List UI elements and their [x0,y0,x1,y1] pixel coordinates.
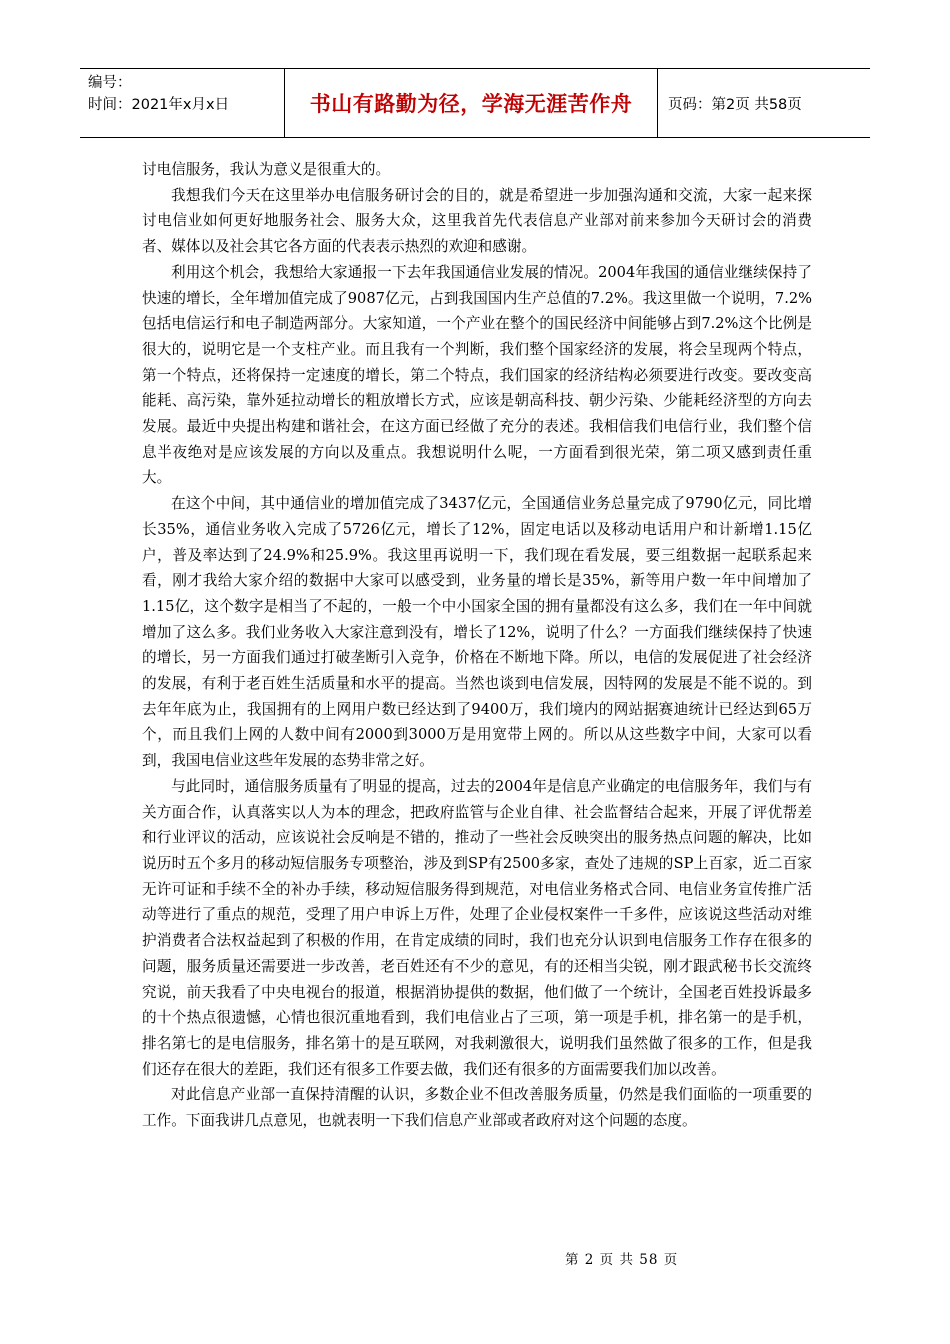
paragraph: 对此信息产业部一直保持清醒的认识，多数企业不但改善服务质量，仍然是我们面临的一项重要的工作。下面我讲几点意见，也就表明一下我们信息产业部或者政府对这个问题的态度。 [142,1086,812,1130]
time-label: 时间：2021年x月x日 [88,97,230,113]
page-footer: 第 2 页 共 58 页 [565,1252,679,1268]
paragraph: 利用这个机会，我想给大家通报一下去年我国通信业发展的情况。2004年我国的通信业继续保持了快速的增长，全年增加值完成了9087亿元，占到我国国内生产总值的7.2%。我这里做一个说明，7.2%包括电信运行和电子制造两部分。大家知道，一个产业在整个的国民经济中间能够占到7.2%这个比例是很大的，说明它是一个支柱产业。而且我有一个判断，我们整个国家经济的发展，将会呈现两个特点，第一个特点，还将保持一定速度的增长，第二个特点，我们国家的经济结构必须要进行改变。要改变高能耗、高污染，靠外延拉动增长的粗放增长方式，应该是朝高科技、朝少污染、少能耗经济型的方向去发展。最近中央提出构建和谐社会，在这方面已经做了充分的表述。我相信我们电信行业，我们整个信息半夜绝对是应该发展的方向以及重点。我想说明什么呢，一方面看到很光荣，第二项又感到责任重大。 [142,263,812,487]
header-motto: 书山有路勤为径，学海无涯苦作舟 [285,69,658,137]
header-meta [80,69,285,137]
page-header [80,68,870,138]
header-page-info: 页码：第2页 共58页 [668,96,802,113]
code-label: 编号： [88,75,132,91]
paragraph: 与此同时，通信服务质量有了明显的提高，过去的2004年是信息产业确定的电信服务年，我们与有关方面合作，认真落实以人为本的理念，把政府监管与企业自律、社会监督结合起来，开展了评优帮差和行业评议的活动，应该说社会反响是不错的，推动了一些社会反映突出的服务热点问题的解决，比如说历时五个多月的移动短信服务专项整治，涉及到SP有2500多家，查处了违规的SP上百家，近二百家无许可证和手续不全的补办手续，移动短信服务得到规范，对电信业务格式合同、电信业务宣传推广活动等进行了重点的规范，受理了用户申诉上万件，处理了企业侵权案件一千多件，应该说这些活动对维护消费者合法权益起到了积极的作用，在肯定成绩的同时，我们也充分认识到电信服务工作存在很多的问题，服务质量还需要进一步改善，老百姓还有不少的意见，有的还相当尖锐，刚才跟武秘书长交流终究说，前天我看了中央电视台的报道，根据消协提供的数据，他们做了一个统计，全国老百姓投诉最多的十个热点很遗憾，心情也很沉重地看到，我们电信业占了三项，第一项是手机，排名第一的是手机，排名第七的是电信服务，排名第十的是互联网，对我刺激很大，说明我们虽然做了很多的工作，但是我们还存在很大的差距，我们还有很多工作要去做，我们还有很多的方面需要我们加以改善。 [142,777,812,1078]
paragraph: 在这个中间，其中通信业的增加值完成了3437亿元，全国通信业务总量完成了9790亿元，同比增长35%，通信业务收入完成了5726亿元，增长了12%，固定电话以及移动电话用户和计新增1.15亿户，普及率达到了24.9%和25.9%。我这里再说明一下，我们现在看发展，要三组数据一起联系起来看，刚才我给大家介绍的数据中大家可以感受到，业务量的增长是35%，新等用户数一年中间增加了1.15亿，这个数字是相当了不起的，一般一个中小国家全国的拥有量都没有这么多，我们在一年中间就增加了这么多。我们业务收入大家注意到没有，增长了12%，说明了什么？一方面我们继续保持了快速的增长，另一方面我们通过打破垄断引入竞争，价格在不断地下降。所以，电信的发展促进了社会经济的发展，有利于老百姓生活质量和水平的提高。当然也谈到电信发展，因特网的发展是不能不说的。到去年年底为止，我国拥有的上网用户数已经达到了9400万，我们境内的网站据赛迪统计已经达到65万个，而且我们上网的人数中间有2000到3000万是用宽带上网的。所以从这些数字中间，大家可以看到，我国电信业这些年发展的态势非常之好。 [142,495,812,770]
paragraph: 我想我们今天在这里举办电信服务研讨会的目的，就是希望进一步加强沟通和交流，大家一起来探讨电信业如何更好地服务社会、服务大众，这里我首先代表信息产业部对前来参加今天研讨会的消费者、媒体以及社会其它各方面的代表表示热烈的欢迎和感谢。 [142,186,812,256]
document-body [142,157,812,1134]
paragraph: 讨电信服务，我认为意义是很重大的。 [142,161,391,178]
